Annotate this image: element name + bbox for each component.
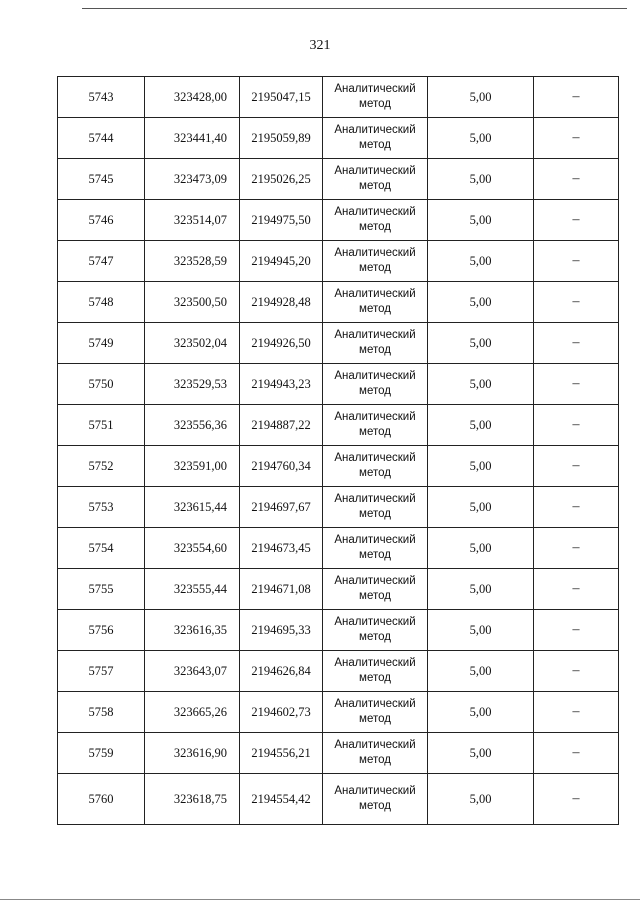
method-cell: [323, 200, 428, 241]
method-line-1: Аналитический: [334, 657, 416, 669]
point-number-cell: 5744: [58, 118, 145, 159]
x-coordinate-value: 323616,90: [173, 745, 227, 760]
accuracy-cell: 5,00: [428, 159, 534, 200]
accuracy-cell: 5,00: [428, 610, 534, 651]
method-line-1: Аналитический: [334, 165, 416, 177]
method-cell: [323, 651, 428, 692]
note-cell: –: [534, 405, 619, 446]
y-coordinate-cell: 2195059,89: [240, 118, 323, 159]
top-rule: [82, 8, 627, 9]
accuracy-cell: 5,00: [428, 364, 534, 405]
note-cell: –: [534, 159, 619, 200]
method-line-1: Аналитический: [334, 452, 416, 464]
y-coordinate-cell: 2194926,50: [240, 323, 323, 364]
accuracy-cell: 5,00: [428, 77, 534, 118]
x-coordinate-value: 323665,26: [173, 704, 227, 719]
y-coordinate-cell: 2195026,25: [240, 159, 323, 200]
method-line-2: метод: [359, 631, 391, 643]
table-row: [58, 405, 619, 446]
method-line-1: Аналитический: [334, 370, 416, 382]
method-line-2: метод: [359, 221, 391, 233]
y-coordinate-cell: 2194671,08: [240, 569, 323, 610]
method-line-1: Аналитический: [334, 785, 416, 797]
x-coordinate-cell: [145, 364, 240, 405]
accuracy-cell: 5,00: [428, 446, 534, 487]
point-number-cell: 5745: [58, 159, 145, 200]
method-cell: [323, 282, 428, 323]
note-cell: –: [534, 651, 619, 692]
method-line-2: метод: [359, 800, 391, 812]
accuracy-cell: 5,00: [428, 282, 534, 323]
note-cell: –: [534, 282, 619, 323]
table-row: [58, 446, 619, 487]
method-line-2: метод: [359, 98, 391, 110]
method-cell: [323, 159, 428, 200]
point-number-cell: 5746: [58, 200, 145, 241]
method-cell: [323, 77, 428, 118]
method-line-1: Аналитический: [334, 247, 416, 259]
point-number-cell: 5750: [58, 364, 145, 405]
method-line-1: Аналитический: [334, 616, 416, 628]
x-coordinate-value: 323591,00: [173, 458, 227, 473]
method-line-1: Аналитический: [334, 206, 416, 218]
coordinates-table: [57, 76, 619, 825]
x-coordinate-value: 323554,60: [173, 540, 227, 555]
point-number-cell: 5759: [58, 733, 145, 774]
table-row: [58, 323, 619, 364]
table-row: [58, 159, 619, 200]
y-coordinate-cell: 2194673,45: [240, 528, 323, 569]
x-coordinate-cell: [145, 610, 240, 651]
y-coordinate-cell: 2194695,33: [240, 610, 323, 651]
accuracy-cell: 5,00: [428, 569, 534, 610]
accuracy-cell: 5,00: [428, 651, 534, 692]
point-number-cell: 5754: [58, 528, 145, 569]
accuracy-cell: 5,00: [428, 733, 534, 774]
table-body: [58, 77, 619, 825]
accuracy-cell: 5,00: [428, 241, 534, 282]
point-number-cell: 5743: [58, 77, 145, 118]
accuracy-cell: 5,00: [428, 692, 534, 733]
method-cell: [323, 569, 428, 610]
x-coordinate-cell: [145, 569, 240, 610]
x-coordinate-cell: [145, 446, 240, 487]
method-line-2: метод: [359, 385, 391, 397]
method-line-1: Аналитический: [334, 83, 416, 95]
y-coordinate-cell: 2194943,23: [240, 364, 323, 405]
method-line-2: метод: [359, 508, 391, 520]
note-cell: –: [534, 692, 619, 733]
x-coordinate-cell: [145, 282, 240, 323]
method-cell: [323, 364, 428, 405]
method-line-1: Аналитический: [334, 534, 416, 546]
note-cell: –: [534, 487, 619, 528]
x-coordinate-cell: [145, 487, 240, 528]
x-coordinate-cell: [145, 733, 240, 774]
x-coordinate-cell: [145, 159, 240, 200]
method-line-1: Аналитический: [334, 329, 416, 341]
y-coordinate-cell: 2194602,73: [240, 692, 323, 733]
method-line-1: Аналитический: [334, 575, 416, 587]
note-cell: –: [534, 733, 619, 774]
note-cell: –: [534, 200, 619, 241]
x-coordinate-value: 323556,36: [173, 417, 227, 432]
note-cell: –: [534, 118, 619, 159]
y-coordinate-cell: 2194556,21: [240, 733, 323, 774]
method-cell: [323, 610, 428, 651]
x-coordinate-value: 323500,50: [173, 294, 227, 309]
table-row: [58, 487, 619, 528]
x-coordinate-value: 323441,40: [173, 130, 227, 145]
method-line-1: Аналитический: [334, 124, 416, 136]
x-coordinate-cell: [145, 200, 240, 241]
method-cell: [323, 118, 428, 159]
table-row: [58, 364, 619, 405]
table-row: [58, 200, 619, 241]
y-coordinate-cell: 2194697,67: [240, 487, 323, 528]
method-line-2: метод: [359, 139, 391, 151]
accuracy-cell: 5,00: [428, 528, 534, 569]
method-cell: [323, 528, 428, 569]
x-coordinate-cell: [145, 241, 240, 282]
x-coordinate-cell: [145, 323, 240, 364]
method-line-2: метод: [359, 180, 391, 192]
table-row: [58, 241, 619, 282]
x-coordinate-cell: [145, 77, 240, 118]
x-coordinate-value: 323502,04: [173, 335, 227, 350]
method-line-2: метод: [359, 672, 391, 684]
x-coordinate-value: 323615,44: [173, 499, 227, 514]
method-line-1: Аналитический: [334, 288, 416, 300]
method-line-2: метод: [359, 344, 391, 356]
method-cell: [323, 487, 428, 528]
method-line-2: метод: [359, 713, 391, 725]
accuracy-cell: 5,00: [428, 774, 534, 825]
table-row: [58, 610, 619, 651]
method-line-1: Аналитический: [334, 493, 416, 505]
method-cell: [323, 774, 428, 825]
point-number-cell: 5747: [58, 241, 145, 282]
method-line-2: метод: [359, 754, 391, 766]
point-number-cell: 5748: [58, 282, 145, 323]
point-number-cell: 5752: [58, 446, 145, 487]
method-cell: [323, 405, 428, 446]
point-number-cell: 5753: [58, 487, 145, 528]
x-coordinate-cell: [145, 692, 240, 733]
note-cell: –: [534, 528, 619, 569]
y-coordinate-cell: 2194626,84: [240, 651, 323, 692]
method-cell: [323, 446, 428, 487]
point-number-cell: 5758: [58, 692, 145, 733]
note-cell: –: [534, 77, 619, 118]
table-row: [58, 528, 619, 569]
point-number-cell: 5751: [58, 405, 145, 446]
method-line-2: метод: [359, 426, 391, 438]
point-number-cell: 5749: [58, 323, 145, 364]
table-row: [58, 774, 619, 825]
table-row: [58, 118, 619, 159]
table-row: [58, 651, 619, 692]
x-coordinate-value: 323528,59: [173, 253, 227, 268]
accuracy-cell: 5,00: [428, 323, 534, 364]
bottom-rule: [0, 899, 640, 900]
x-coordinate-cell: [145, 118, 240, 159]
x-coordinate-value: 323529,53: [173, 376, 227, 391]
method-line-2: метод: [359, 303, 391, 315]
table-row: [58, 282, 619, 323]
note-cell: –: [534, 323, 619, 364]
table-row: [58, 77, 619, 118]
point-number-cell: 5756: [58, 610, 145, 651]
note-cell: –: [534, 241, 619, 282]
accuracy-cell: 5,00: [428, 200, 534, 241]
page-number: 321: [309, 38, 331, 53]
x-coordinate-value: 323643,07: [173, 663, 227, 678]
method-line-2: метод: [359, 549, 391, 561]
table-row: [58, 692, 619, 733]
method-line-2: метод: [359, 262, 391, 274]
x-coordinate-value: 323428,00: [173, 89, 227, 104]
x-coordinate-cell: [145, 651, 240, 692]
point-number-cell: 5755: [58, 569, 145, 610]
y-coordinate-cell: 2195047,15: [240, 77, 323, 118]
method-line-1: Аналитический: [334, 698, 416, 710]
note-cell: –: [534, 774, 619, 825]
x-coordinate-value: 323514,07: [173, 212, 227, 227]
method-cell: [323, 241, 428, 282]
note-cell: –: [534, 569, 619, 610]
y-coordinate-cell: 2194945,20: [240, 241, 323, 282]
accuracy-cell: 5,00: [428, 487, 534, 528]
point-number-cell: 5760: [58, 774, 145, 825]
y-coordinate-cell: 2194975,50: [240, 200, 323, 241]
x-coordinate-cell: [145, 774, 240, 825]
table-row: [58, 569, 619, 610]
note-cell: –: [534, 610, 619, 651]
x-coordinate-value: 323555,44: [173, 581, 227, 596]
accuracy-cell: 5,00: [428, 118, 534, 159]
accuracy-cell: 5,00: [428, 405, 534, 446]
note-cell: –: [534, 364, 619, 405]
method-line-2: метод: [359, 467, 391, 479]
y-coordinate-cell: 2194760,34: [240, 446, 323, 487]
y-coordinate-cell: 2194928,48: [240, 282, 323, 323]
method-line-2: метод: [359, 590, 391, 602]
method-line-1: Аналитический: [334, 411, 416, 423]
y-coordinate-cell: 2194554,42: [240, 774, 323, 825]
x-coordinate-cell: [145, 405, 240, 446]
y-coordinate-cell: 2194887,22: [240, 405, 323, 446]
method-cell: [323, 733, 428, 774]
x-coordinate-cell: [145, 528, 240, 569]
method-line-1: Аналитический: [334, 739, 416, 751]
note-cell: –: [534, 446, 619, 487]
x-coordinate-value: 323616,35: [173, 622, 227, 637]
method-cell: [323, 323, 428, 364]
x-coordinate-value: 323473,09: [173, 171, 227, 186]
method-cell: [323, 692, 428, 733]
point-number-cell: 5757: [58, 651, 145, 692]
x-coordinate-value: 323618,75: [173, 791, 227, 806]
table-row: [58, 733, 619, 774]
